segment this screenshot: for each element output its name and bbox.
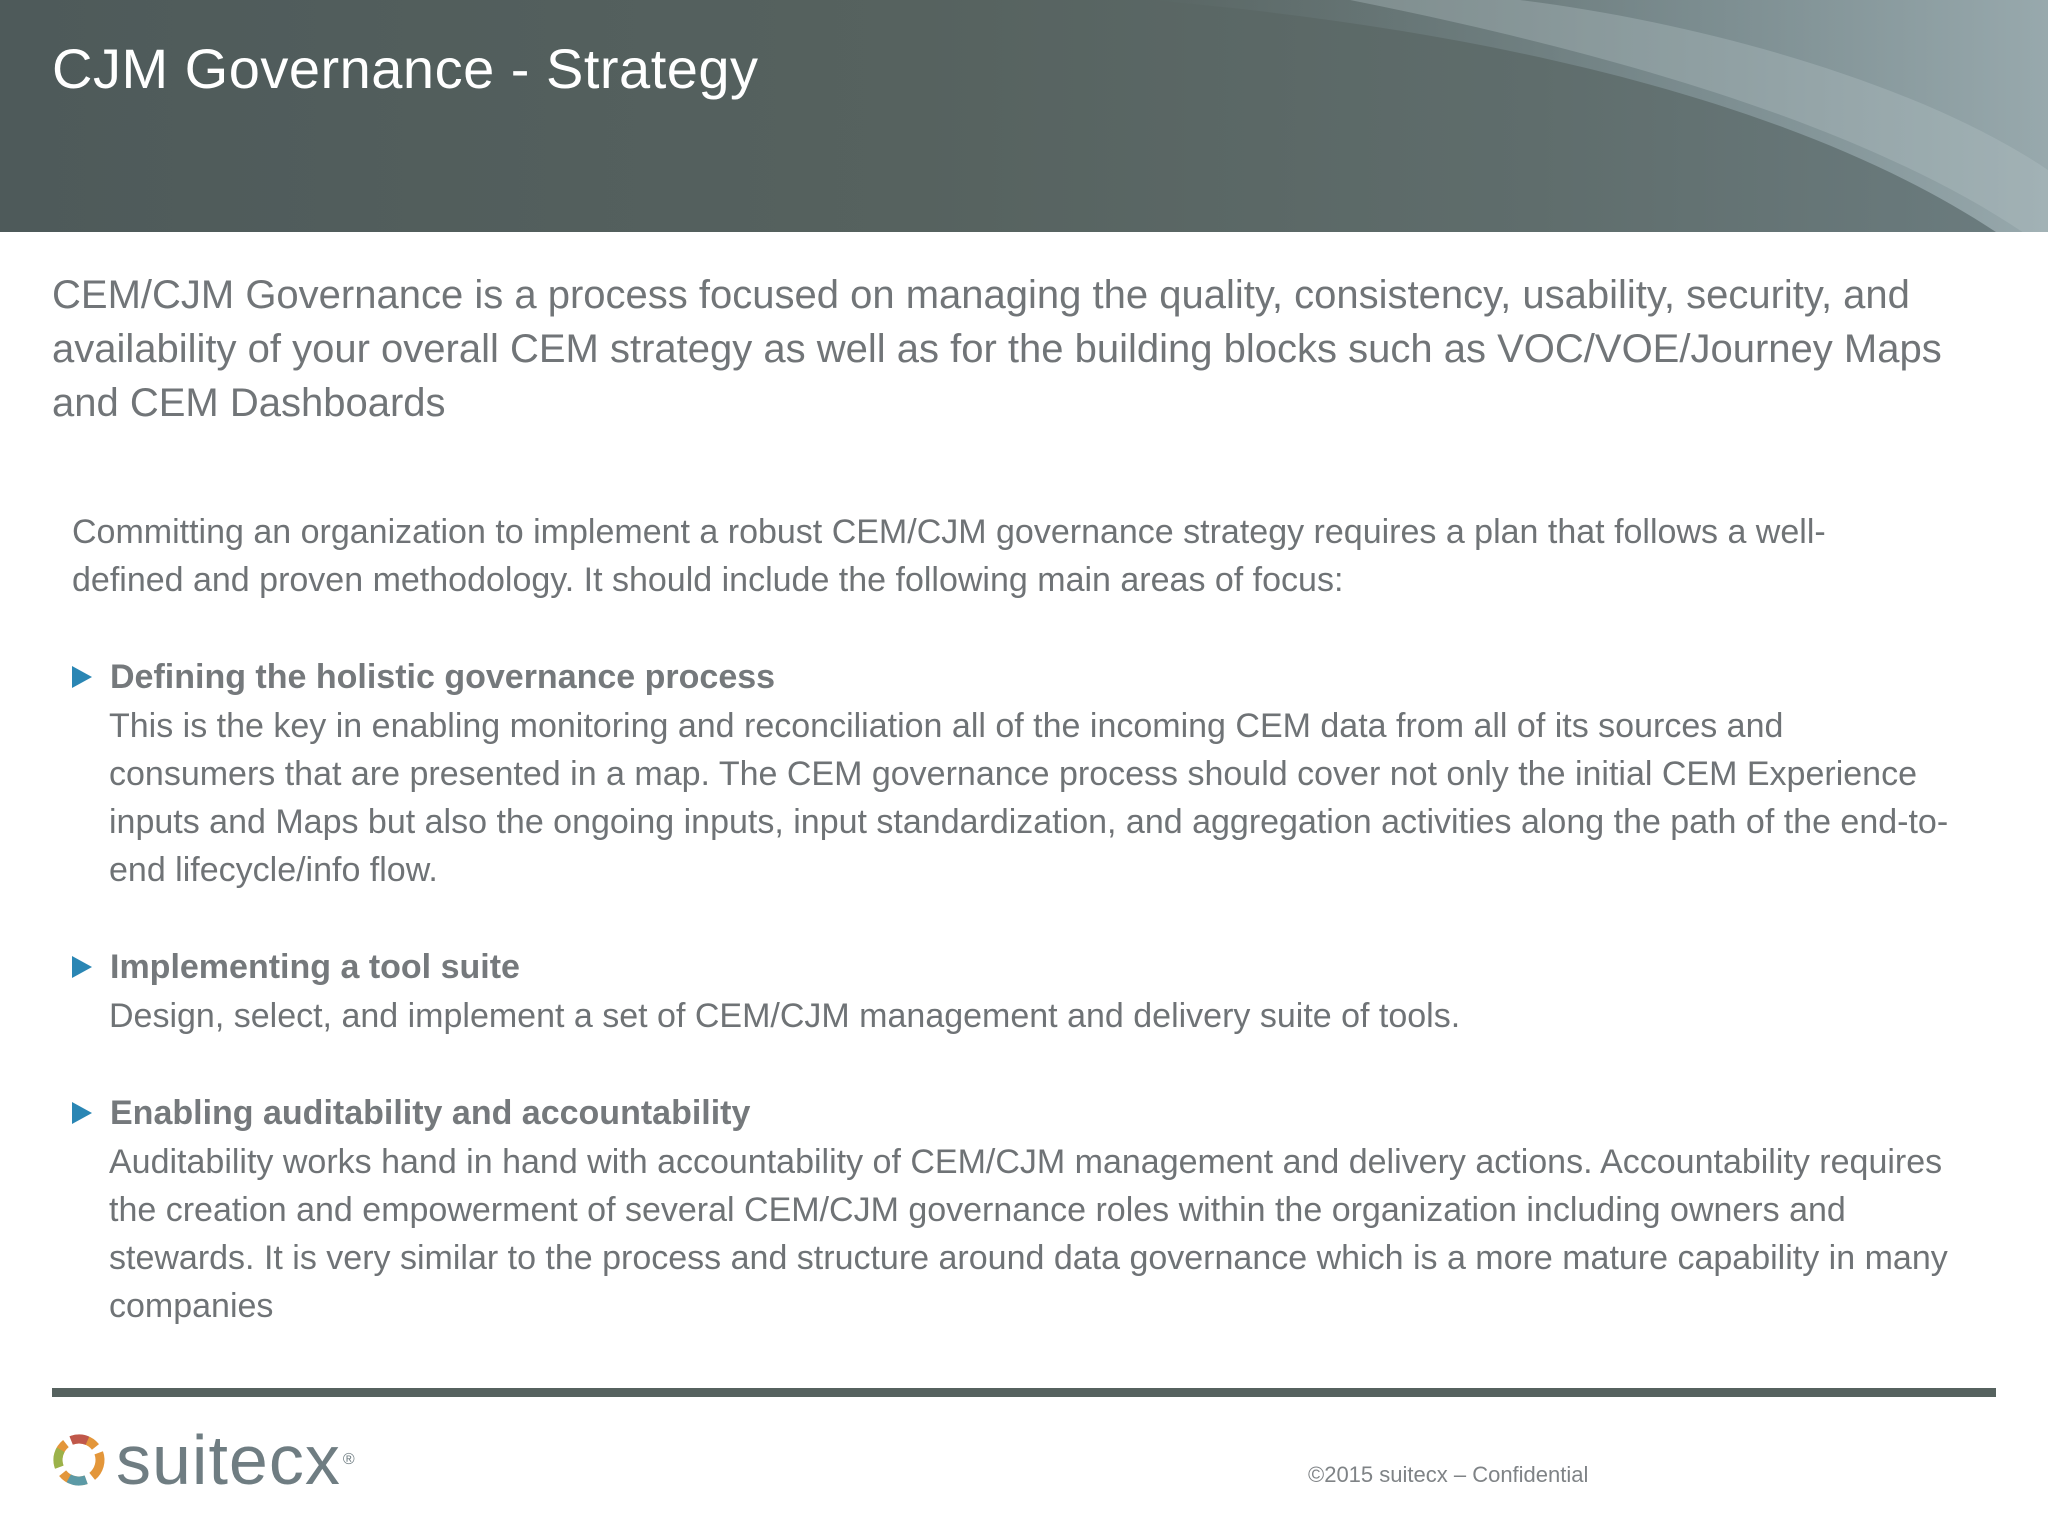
slide-title: CJM Governance - Strategy [52,37,759,100]
header-banner [0,0,2048,232]
focus-area-title: Defining the holistic governance process [110,657,776,696]
focus-area-item [72,942,1952,1040]
focus-area-item [72,1088,1952,1330]
registered-mark: ® [342,1451,355,1468]
focus-area-description: Auditability works hand in hand with accountability of CEM/CJM management and delivery actions. Accountability requires the creation and empowerment of several CEM/CJM governance roles within the organization including owners and stewards. It is very similar to the process and structure around data governance which is a more mature capability in many companies [109,1143,1948,1325]
triangle-bullet-icon [72,956,92,978]
focus-area-title: Implementing a tool suite [110,947,520,986]
triangle-bullet-icon [72,1102,92,1124]
focus-area-title: Enabling auditability and accountability [110,1093,751,1132]
focus-area-item [72,652,1952,894]
focus-area-description: Design, select, and implement a set of CEM/CJM management and delivery suite of tools. [109,997,1461,1035]
suitecx-logo [50,1421,355,1499]
methodology-paragraph: Committing an organization to implement a robust CEM/CJM governance strategy requires a plan that follows a well-defined and proven methodology. It should include the following main areas of focus: [72,513,1826,599]
focus-areas-list [72,652,1952,1378]
footer-divider [52,1388,1996,1397]
logo-wordmark: suitecx [116,1421,341,1499]
suitecx-logo-icon [50,1431,108,1489]
confidential-notice: ©2015 suitecx – Confidential [1308,1462,1589,1487]
triangle-bullet-icon [72,666,92,688]
focus-area-description: This is the key in enabling monitoring and reconciliation all of the incoming CEM data from all of its sources and consumers that are presented in a map. The CEM governance process should cover not only the initial CEM Experience inputs and Maps but also the ongoing inputs, input standardization, and aggregation activities along the path of the end-to-end lifecycle/info flow. [109,707,1949,889]
intro-paragraph: CEM/CJM Governance is a process focused on managing the quality, consistency, usability, security, and availability of your overall CEM strategy as well as for the building blocks such as VOC/VOE/Journey Maps and CEM Dashboards [52,273,1942,425]
header-swoosh-decoration [0,0,2048,232]
